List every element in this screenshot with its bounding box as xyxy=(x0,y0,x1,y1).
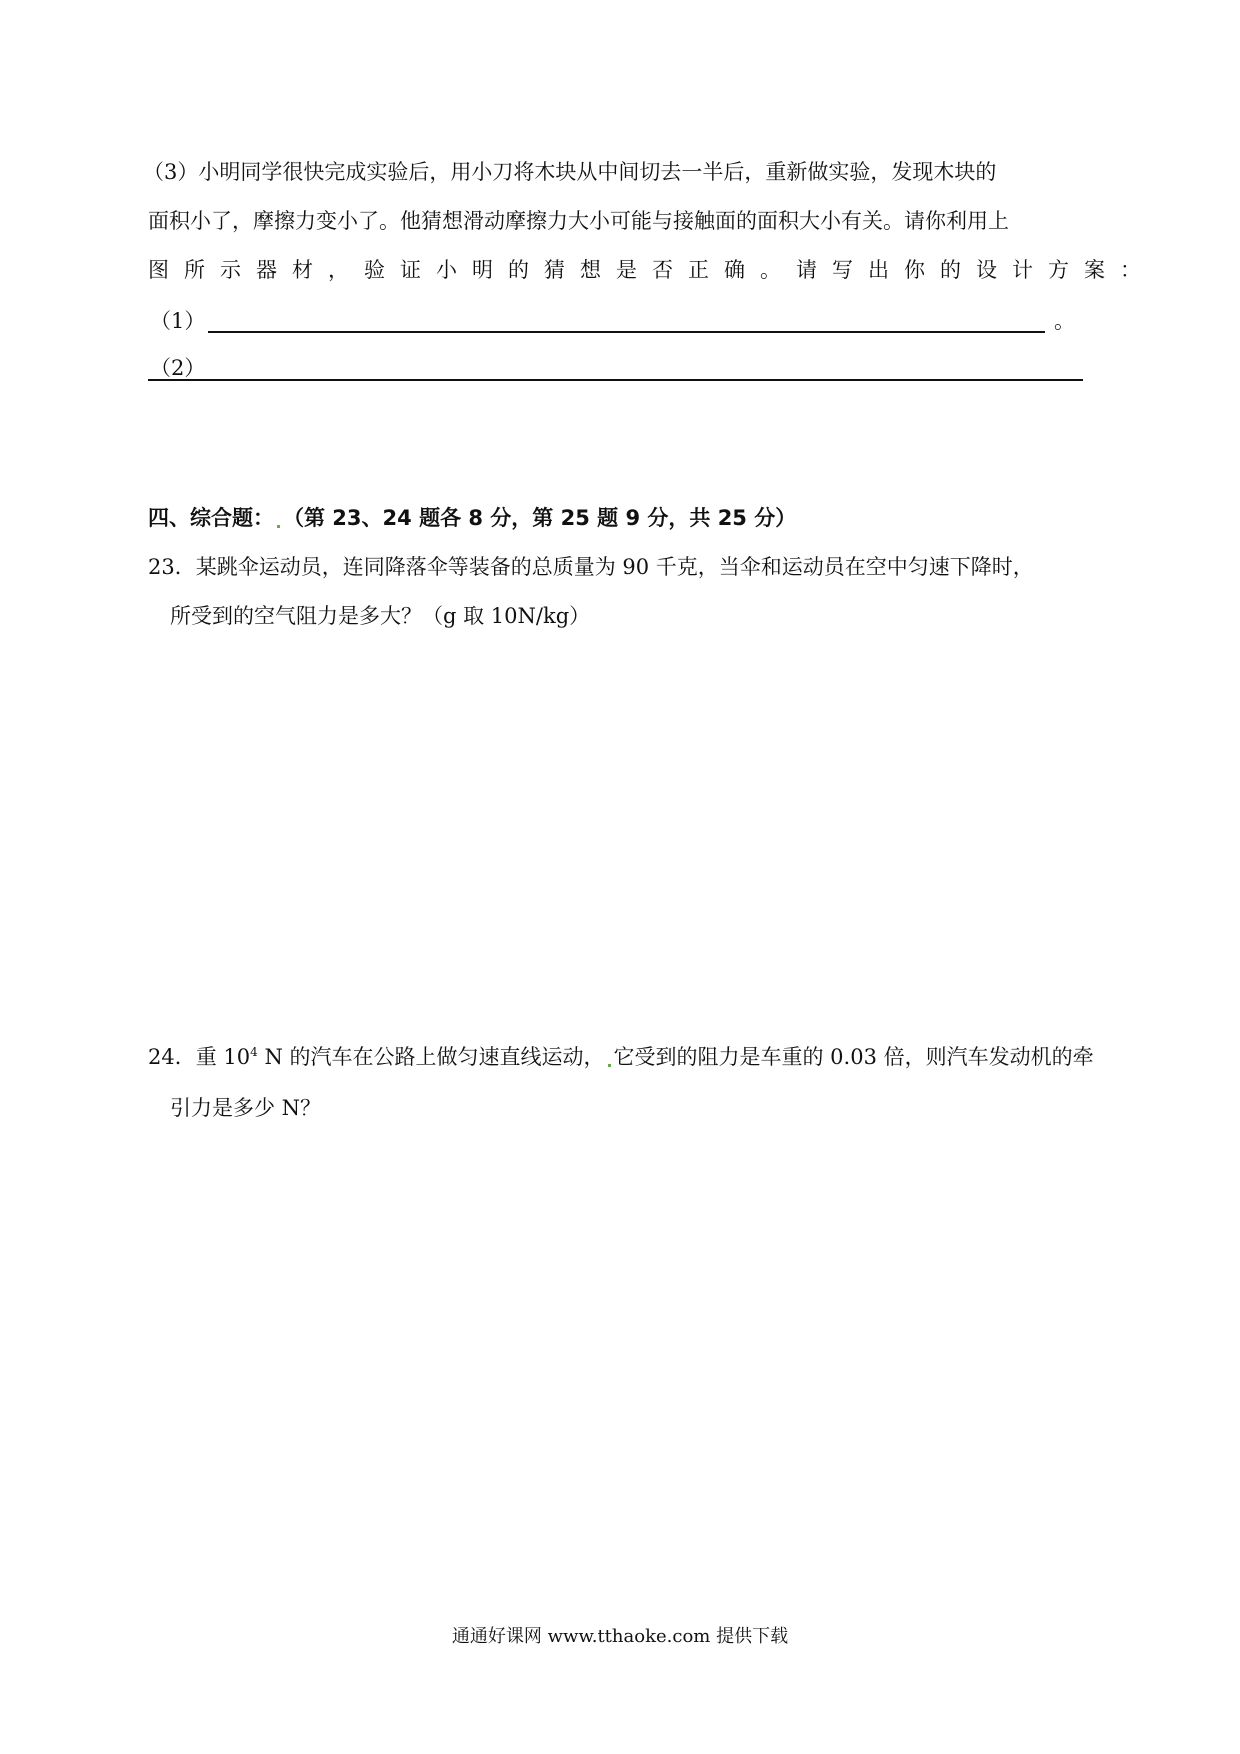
green-mark-icon xyxy=(608,1064,611,1067)
section-4-heading xyxy=(148,504,796,532)
q23-line-1: 23．某跳伞运动员，连同降落伞等装备的总质量为 90 千克，当伞和运动员在空中匀速下降时， xyxy=(148,555,1034,579)
q3-blank-1-period: 。 xyxy=(1054,309,1075,333)
q3-line-1: （3）小明同学很快完成实验后，用小刀将木块从中间切去一半后，重新做实验，发现木块的 xyxy=(143,160,997,184)
q24-line-2: 引力是多少 N？ xyxy=(170,1096,322,1120)
q24-middle: N 的汽车在公路上做匀速直线运动， xyxy=(257,1045,605,1069)
section-4-heading-prefix: 四、综合题： xyxy=(148,506,274,530)
q3-blank-1-label: （1） xyxy=(150,309,206,333)
q3-line-2: 面积小了，摩擦力变小了。他猜想滑动摩擦力大小可能与接触面的面积大小有关。请你利用上 xyxy=(148,209,1009,233)
section-4-heading-suffix: （第 23、24 题各 8 分，第 25 题 9 分，共 25 分） xyxy=(283,506,797,530)
q24-prefix: 24．重 10 xyxy=(148,1045,251,1069)
q24-exponent: 4 xyxy=(250,1045,258,1059)
q3-line-3: 图所示器材，验证小明的猜想是否正确。请写出你的设计方案： xyxy=(148,258,1156,282)
q3-blank-2-answer-line[interactable] xyxy=(148,379,1083,381)
page-footer: 通通好课网 www.tthaoke.com 提供下载 xyxy=(451,1626,789,1647)
q3-blank-1-answer-line[interactable] xyxy=(208,331,1045,333)
q3-blank-2-label: （2） xyxy=(150,356,206,380)
q24-line-1 xyxy=(148,1043,1094,1071)
q24-rest: 它受到的阻力是车重的 0.03 倍，则汽车发动机的牵 xyxy=(613,1045,1094,1069)
green-mark-icon xyxy=(277,525,280,528)
q23-line-2: 所受到的空气阻力是多大？（g 取 10N/kg） xyxy=(170,604,591,628)
